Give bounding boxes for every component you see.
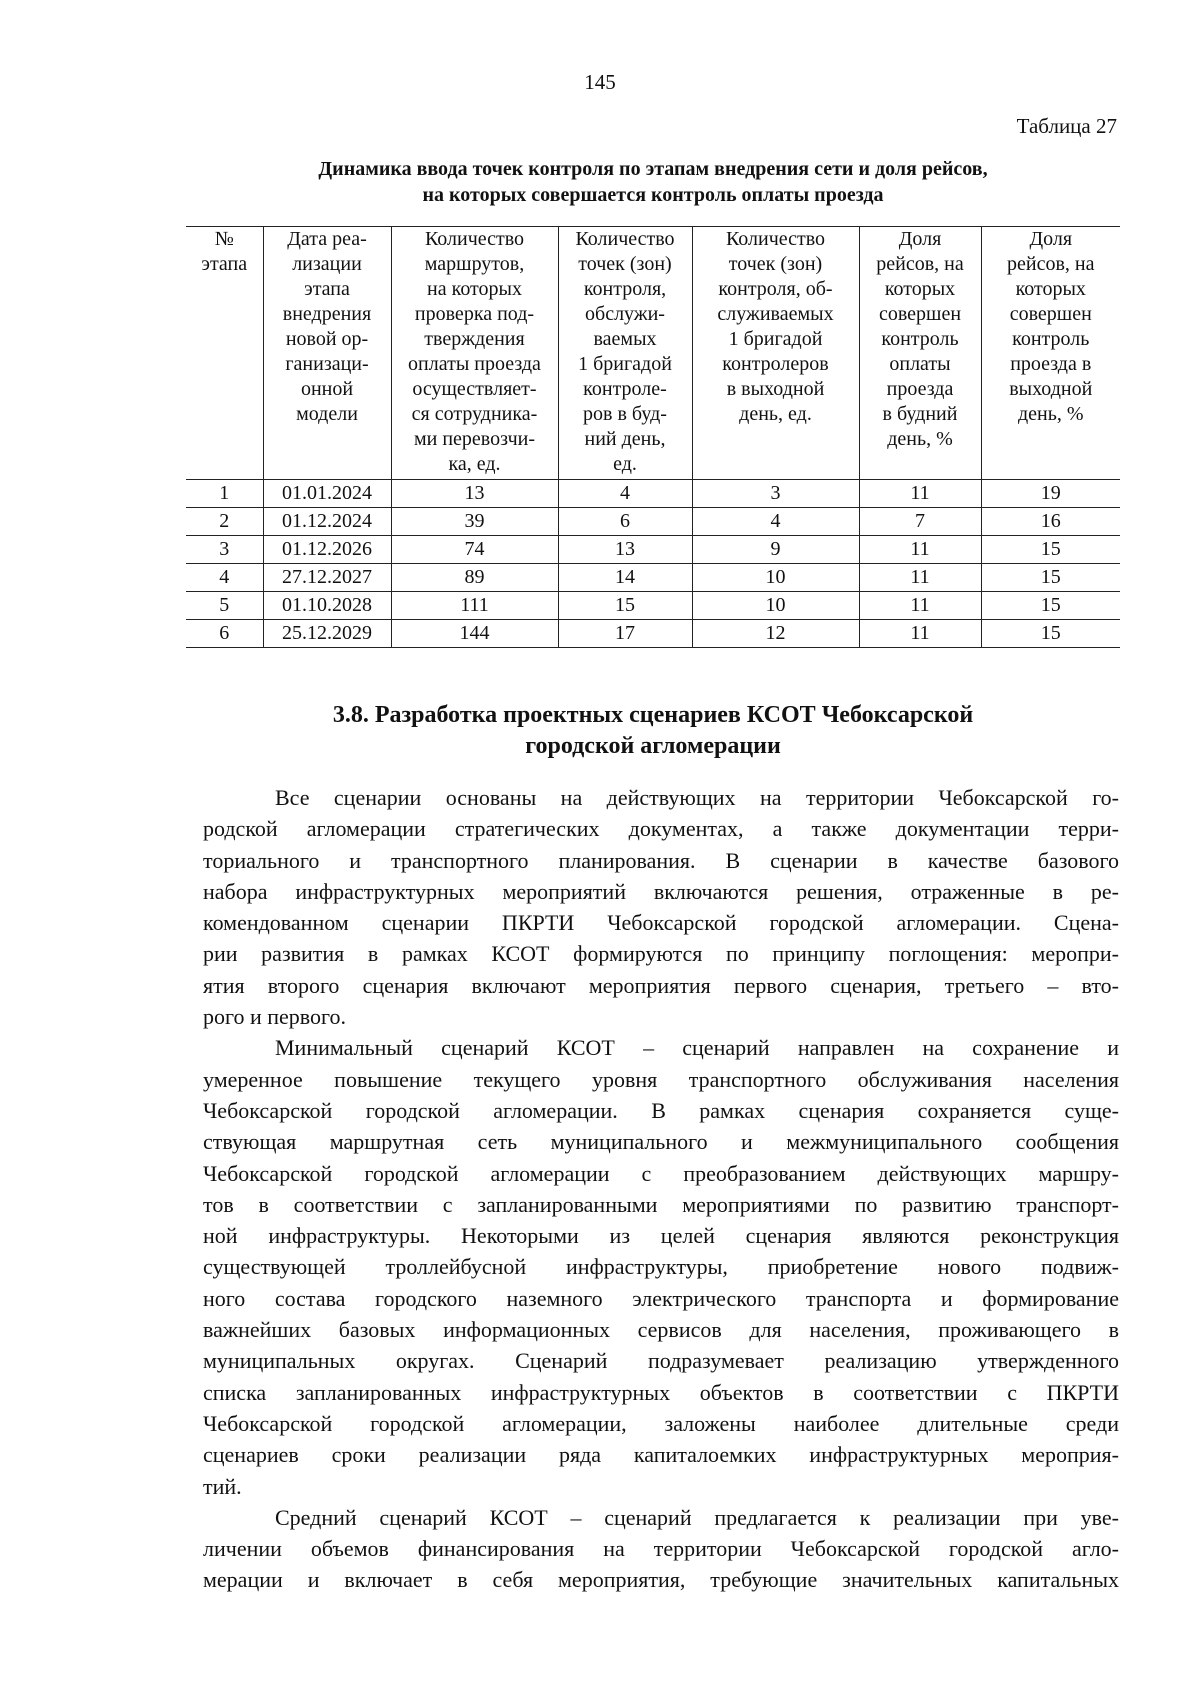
table-title-line: на которых совершается контроль оплаты проезда	[422, 184, 884, 206]
header-points-weekend: Количество точек (зон) контроля, об- служиваемых 1 бригадой контролеров в выходной день, ед.	[692, 227, 859, 480]
body-text-line: ятия второго сценария включают мероприятия первого сценария, третьего – вто-	[203, 972, 1119, 998]
table-cell: 6	[558, 508, 692, 536]
body-text-line: ториального и транспортного планирования. В сценарии в качестве базового	[203, 847, 1119, 873]
table-title	[186, 156, 1120, 208]
table-cell: 3	[186, 536, 263, 564]
table-cell: 17	[558, 620, 692, 648]
table-cell: 11	[859, 620, 981, 648]
table-cell: 1	[186, 480, 263, 508]
table-cell: 01.12.2024	[263, 508, 391, 536]
body-text-line: важнейших базовых информационных сервисов для населения, проживающего в	[203, 1317, 1119, 1343]
table-row	[186, 508, 1120, 536]
header-routes-count: Количество маршрутов, на которых проверка под- тверждения оплаты проезда осуществляет- ся сотрудника- ми перевозчи- ка, ед.	[391, 227, 558, 480]
data-table	[186, 226, 1120, 648]
body-text-line: родской агломерации стратегических документах, а также документации терри-	[203, 816, 1119, 842]
table-cell: 13	[558, 536, 692, 564]
header-stage-number: № этапа	[186, 227, 263, 480]
table-cell: 15	[981, 592, 1120, 620]
table-cell: 6	[186, 620, 263, 648]
body-text-line: мерации и включает в себя мероприятия, требующие значительных капитальных	[203, 1567, 1119, 1593]
table-cell: 111	[391, 592, 558, 620]
body-text-line: умеренное повышение текущего уровня транспортного обслуживания населения	[203, 1066, 1119, 1092]
table-cell: 19	[981, 480, 1120, 508]
body-text-line: Все сценарии основаны на действующих на территории Чебоксарской го-	[275, 785, 1119, 810]
body-text-line: Минимальный сценарий КСОТ – сценарий направлен на сохранение и	[275, 1035, 1119, 1061]
body-text-line: набора инфраструктурных мероприятий включаются решения, отраженные в ре-	[203, 878, 1119, 904]
header-share-weekday: Доля рейсов, на которых совершен контроль оплаты проезда в будний день, %	[859, 227, 981, 480]
section-heading	[186, 700, 1120, 762]
header-points-weekday: Количество точек (зон) контроля, обслужи- ваемых 1 бригадой контроле- ров в буд- ний день, ед.	[558, 227, 692, 480]
body-text-line: Чебоксарской городской агломерации, заложены наиболее длительные среди	[203, 1410, 1119, 1436]
body-text-line: ной инфраструктуры. Некоторыми из целей сценария являются реконструкция	[203, 1223, 1119, 1249]
table-cell: 10	[692, 592, 859, 620]
table-cell: 10	[692, 564, 859, 592]
table-cell: 7	[859, 508, 981, 536]
table-cell: 4	[692, 508, 859, 536]
body-text-line: Средний сценарий КСОТ – сценарий предлагается к реализации при уве-	[275, 1504, 1119, 1530]
header-share-weekend: Доля рейсов, на которых совершен контроль проезда в выходной день, %	[981, 227, 1120, 480]
body-text-line: комендованном сценарии ПКРТИ Чебоксарской городской агломерации. Сцена-	[203, 910, 1119, 936]
table-cell: 12	[692, 620, 859, 648]
table-row	[186, 536, 1120, 564]
table-cell: 15	[981, 620, 1120, 648]
table-row	[186, 480, 1120, 508]
table-cell: 15	[981, 536, 1120, 564]
body-text-line: рого и первого.	[203, 1004, 346, 1030]
body-text-line: тов в соответствии с запланированными мероприятиями по развитию транспорт-	[203, 1191, 1119, 1217]
table-cell: 15	[981, 564, 1120, 592]
table-label: Таблица 27	[1016, 114, 1117, 138]
table-cell: 13	[391, 480, 558, 508]
body-text-line: рии развития в рамках КСОТ формируются по принципу поглощения: меропри-	[203, 941, 1119, 967]
table-cell: 144	[391, 620, 558, 648]
table-row	[186, 564, 1120, 592]
body-text-line: списка запланированных инфраструктурных объектов в соответствии с ПКРТИ	[203, 1379, 1119, 1405]
table-cell: 14	[558, 564, 692, 592]
table-cell: 3	[692, 480, 859, 508]
table-cell: 15	[558, 592, 692, 620]
table-cell: 74	[391, 536, 558, 564]
body-text-line: Чебоксарской городской агломерации с преобразованием действующих маршру-	[203, 1160, 1119, 1186]
body-text-line: ного состава городского наземного электрического транспорта и формирование	[203, 1285, 1119, 1311]
table-cell: 11	[859, 536, 981, 564]
body-text	[203, 782, 1119, 1596]
table-cell: 11	[859, 592, 981, 620]
body-text-line: тий.	[203, 1473, 242, 1499]
body-text-line: сценариев сроки реализации ряда капиталоемких инфраструктурных мероприя-	[203, 1442, 1119, 1468]
table-cell: 4	[558, 480, 692, 508]
table-cell: 89	[391, 564, 558, 592]
table-cell: 01.10.2028	[263, 592, 391, 620]
table-cell: 16	[981, 508, 1120, 536]
table-cell: 11	[859, 480, 981, 508]
table-cell: 01.12.2026	[263, 536, 391, 564]
table-cell: 11	[859, 564, 981, 592]
page-number: 145	[584, 70, 616, 94]
table-cell: 39	[391, 508, 558, 536]
table-row	[186, 592, 1120, 620]
table-title-line: Динамика ввода точек контроля по этапам внедрения сети и доля рейсов,	[318, 158, 988, 180]
body-text-line: личении объемов финансирования на территории Чебоксарской городской агло-	[203, 1536, 1119, 1562]
table-cell: 01.01.2024	[263, 480, 391, 508]
body-text-line: Чебоксарской городской агломерации. В рамках сценария сохраняется суще-	[203, 1097, 1119, 1123]
table-header-row	[186, 227, 1120, 480]
body-text-line: муниципальных округах. Сценарий подразумевает реализацию утвержденного	[203, 1348, 1119, 1374]
table-cell: 4	[186, 564, 263, 592]
section-heading-line: городской агломерации	[525, 733, 781, 759]
table-cell: 25.12.2029	[263, 620, 391, 648]
body-text-line: ствующая маршрутная сеть муниципального и межмуниципального сообщения	[203, 1129, 1119, 1155]
section-heading-line: 3.8. Разработка проектных сценариев КСОТ Чебоксарской	[332, 702, 974, 728]
body-text-line: существующей троллейбусной инфраструктуры, приобретение нового подвиж-	[203, 1254, 1119, 1280]
table-cell: 2	[186, 508, 263, 536]
table-cell: 9	[692, 536, 859, 564]
table-cell: 27.12.2027	[263, 564, 391, 592]
table-cell: 5	[186, 592, 263, 620]
table-row	[186, 620, 1120, 648]
header-stage-date: Дата реа- лизации этапа внедрения новой ор- ганизаци- онной модели	[263, 227, 391, 480]
